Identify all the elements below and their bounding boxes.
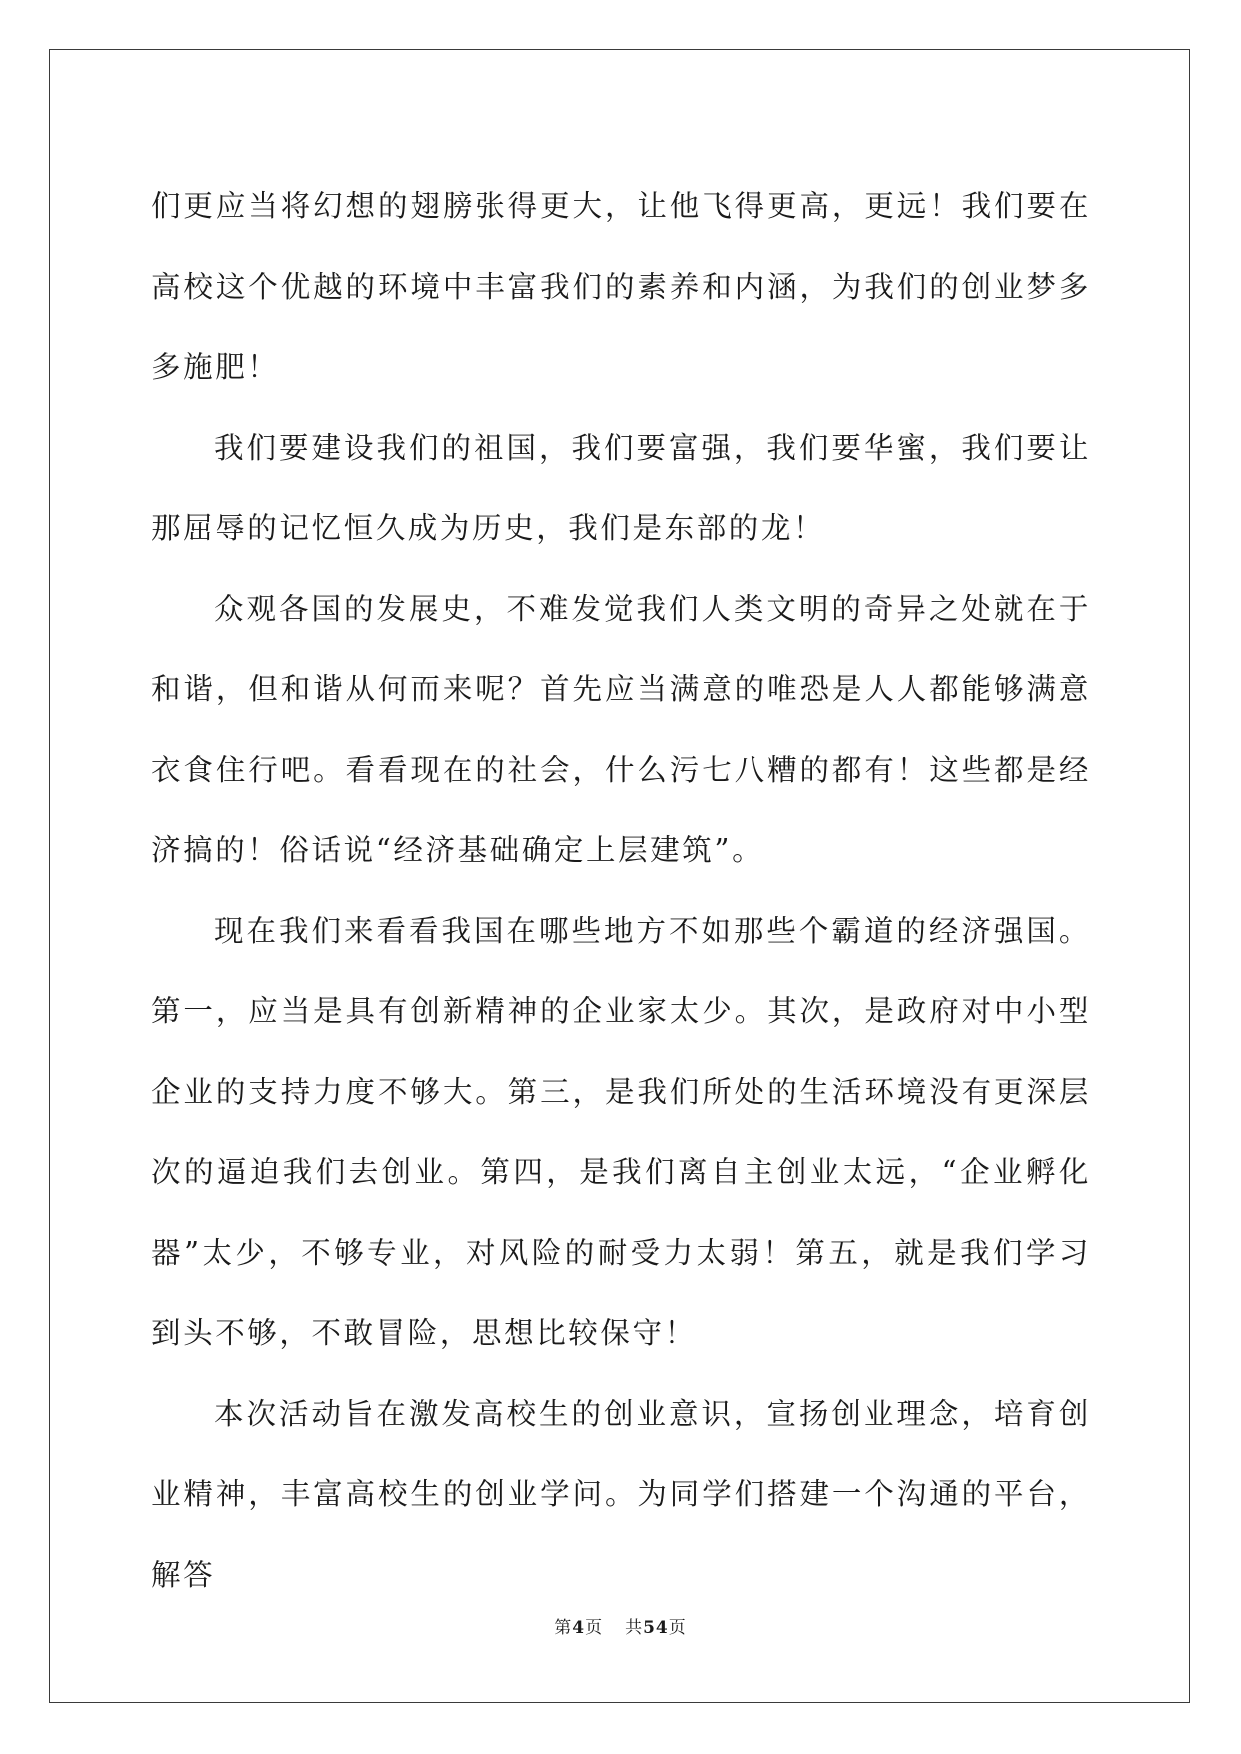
footer-total-prefix: 共 [625,1618,644,1638]
paragraph-4: 现在我们来看看我国在哪些地方不如那些个霸道的经济强国。第一，应当是具有创新精神的企业家太少。其次，是政府对中小型企业的支持力度不够大。第三，是我们所处的生活环境没有更深层次的逼迫我们去创业。第四，是我们离自主创业太远，“企业孵化器”太少，不够专业，对风险的耐受力太弱！第五，就是我们学习到头不够，不敢冒险，思想比较保守！ [151,913,1091,1350]
document-body [151,166,1091,1615]
paragraph-3: 众观各国的发展史，不难发觉我们人类文明的奇异之处就在于和谐，但和谐从何而来呢？首先应当满意的唯恐是人人都能够满意衣食住行吧。看看现在的社会，什么污七八糟的都有！这些都是经济搞的！俗话说“经济基础确定上层建筑”。 [151,591,1091,867]
paragraph-2: 我们要建设我们的祖国，我们要富强，我们要华蜜，我们要让那屈辱的记忆恒久成为历史，我们是东部的龙！ [151,430,1091,545]
footer-total-pages: 54 [643,1618,669,1638]
paragraph-5: 本次活动旨在激发高校生的创业意识，宣扬创业理念，培育创业精神，丰富高校生的创业学问。为同学们搭建一个沟通的平台，解答 [151,1396,1091,1592]
footer-page-prefix: 第 [554,1618,573,1638]
paragraph-1: 们更应当将幻想的翅膀张得更大，让他飞得更高，更远！我们要在高校这个优越的环境中丰富我们的素养和内涵，为我们的创业梦多多施肥！ [151,189,1091,384]
page-number-footer [0,1613,1241,1638]
footer-page-unit: 页 [585,1618,604,1638]
footer-current-page: 4 [572,1618,586,1638]
footer-total-unit: 页 [668,1618,687,1638]
